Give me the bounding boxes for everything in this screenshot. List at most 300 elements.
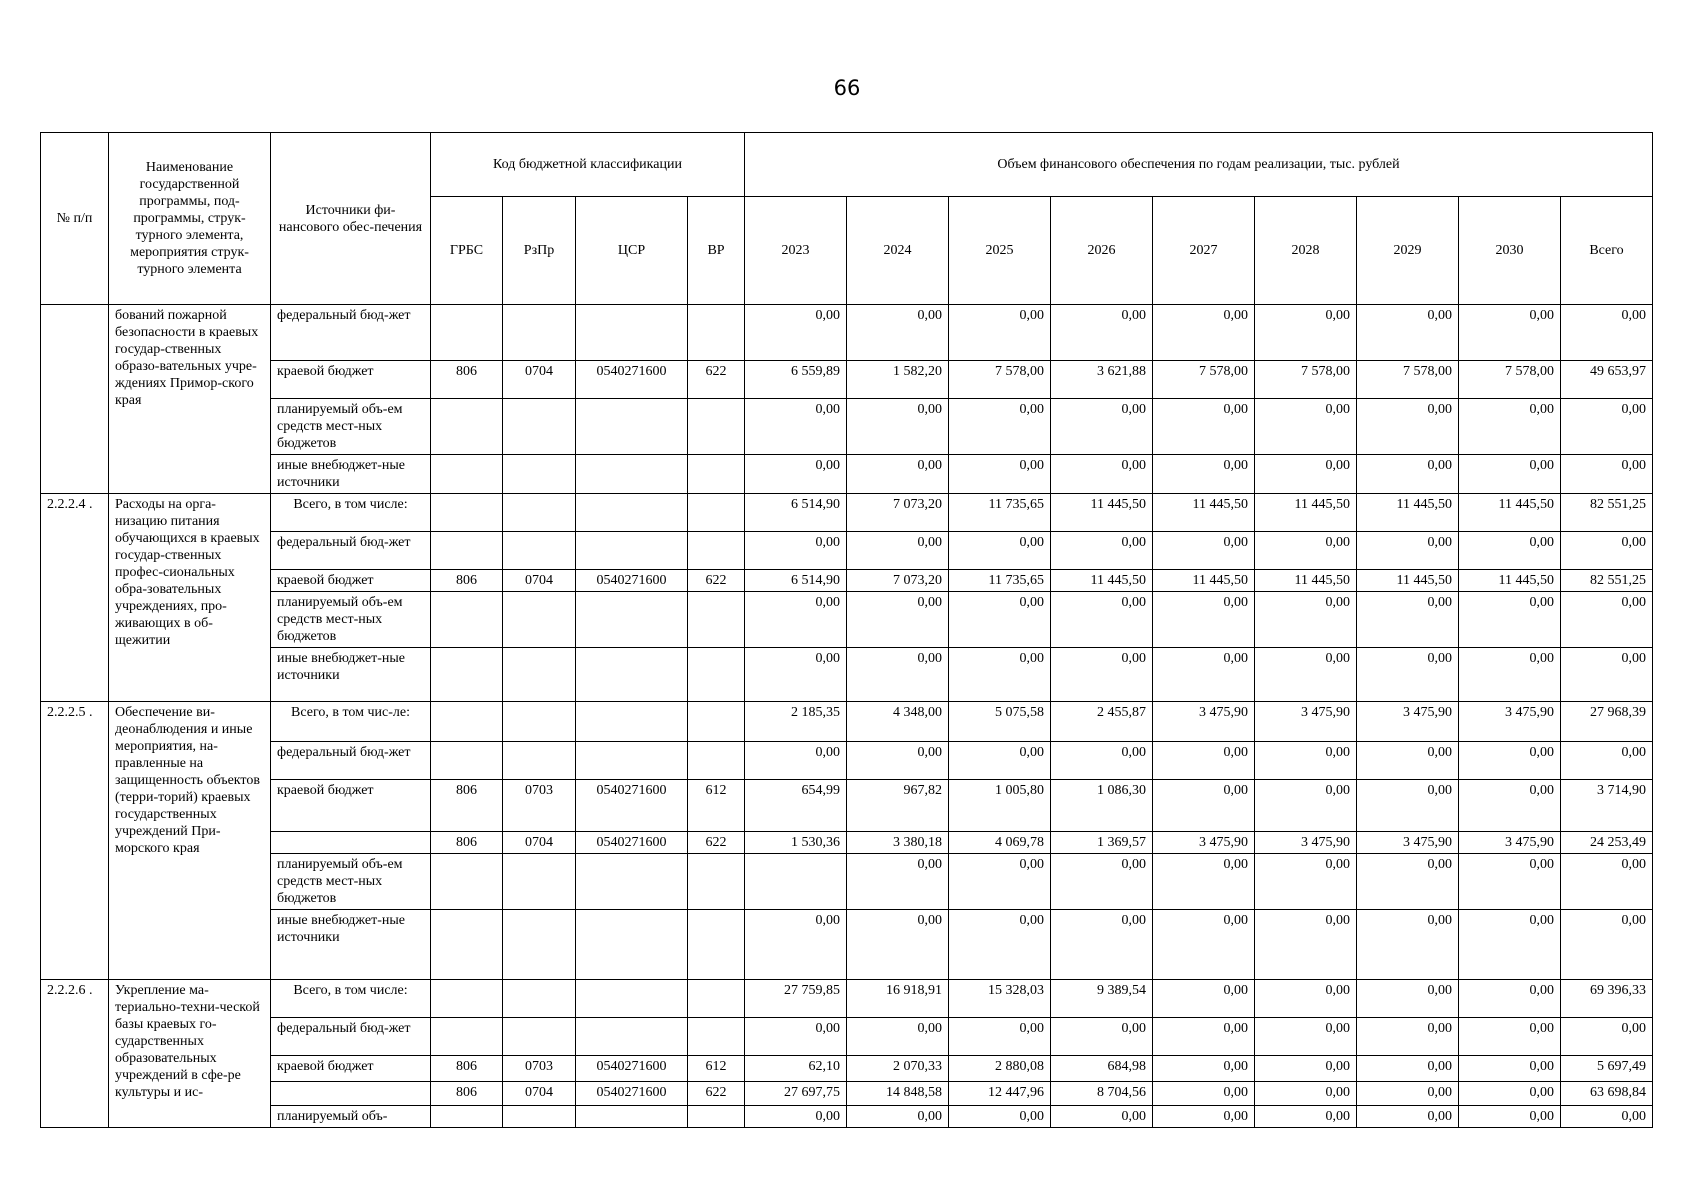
amount-year-2023: 0,00: [745, 910, 847, 980]
funding-source: [271, 1082, 431, 1106]
header-year-2025: 2025: [949, 197, 1051, 305]
amount-year-2027: 3 475,90: [1153, 702, 1255, 742]
amount-year-2030: 0,00: [1459, 1106, 1561, 1128]
rzpr-code: [503, 910, 576, 980]
amount-year-2030: 0,00: [1459, 455, 1561, 494]
amount-year-2027: 0,00: [1153, 910, 1255, 980]
funding-source: Всего, в том чис-ле:: [271, 702, 431, 742]
amount-year-2025: 4 069,78: [949, 832, 1051, 854]
amount-year-2028: 0,00: [1255, 592, 1357, 648]
grbs-code: [431, 592, 503, 648]
item-number: 2.2.2.5 .: [41, 702, 109, 980]
amount-year-2025: 0,00: [949, 648, 1051, 702]
amount-total: 69 396,33: [1561, 980, 1653, 1018]
vr-code: [688, 980, 745, 1018]
amount-year-2029: 0,00: [1357, 980, 1459, 1018]
rzpr-code: [503, 702, 576, 742]
grbs-code: 806: [431, 1082, 503, 1106]
amount-year-2024: 7 073,20: [847, 570, 949, 592]
amount-year-2029: 0,00: [1357, 1018, 1459, 1056]
amount-year-2027: 11 445,50: [1153, 494, 1255, 532]
header-year-2028: 2028: [1255, 197, 1357, 305]
amount-total: 0,00: [1561, 854, 1653, 910]
rzpr-code: [503, 854, 576, 910]
rzpr-code: [503, 742, 576, 780]
amount-year-2029: 0,00: [1357, 1056, 1459, 1082]
amount-year-2023: 6 559,89: [745, 361, 847, 399]
amount-year-2030: 0,00: [1459, 1018, 1561, 1056]
grbs-code: [431, 305, 503, 361]
amount-year-2030: 7 578,00: [1459, 361, 1561, 399]
amount-year-2023: 27 697,75: [745, 1082, 847, 1106]
amount-total: 24 253,49: [1561, 832, 1653, 854]
amount-year-2029: 11 445,50: [1357, 494, 1459, 532]
table-row: [41, 305, 1653, 361]
grbs-code: [431, 494, 503, 532]
amount-year-2023: 27 759,85: [745, 980, 847, 1018]
grbs-code: [431, 1018, 503, 1056]
funding-source: Всего, в том числе:: [271, 980, 431, 1018]
amount-year-2030: 0,00: [1459, 742, 1561, 780]
vr-code: [688, 1106, 745, 1128]
amount-year-2026: 1 369,57: [1051, 832, 1153, 854]
amount-year-2026: 0,00: [1051, 910, 1153, 980]
item-number: 2.2.2.6 .: [41, 980, 109, 1128]
amount-year-2027: 0,00: [1153, 399, 1255, 455]
amount-year-2026: 0,00: [1051, 532, 1153, 570]
amount-year-2026: 0,00: [1051, 648, 1153, 702]
amount-year-2024: 0,00: [847, 455, 949, 494]
amount-year-2024: 0,00: [847, 854, 949, 910]
vr-code: 622: [688, 361, 745, 399]
amount-year-2025: 0,00: [949, 399, 1051, 455]
rzpr-code: [503, 592, 576, 648]
amount-year-2023: 2 185,35: [745, 702, 847, 742]
table-row: [41, 361, 1653, 399]
item-name: Укрепление ма-териально-техни-ческой базы краевых го-сударственных образовательных учреждений в сфе-ре культуры и ис-: [109, 980, 271, 1128]
amount-year-2029: 0,00: [1357, 742, 1459, 780]
amount-total: 0,00: [1561, 399, 1653, 455]
amount-year-2029: 0,00: [1357, 532, 1459, 570]
rzpr-code: [503, 1018, 576, 1056]
amount-year-2026: 11 445,50: [1051, 494, 1153, 532]
amount-year-2025: 12 447,96: [949, 1082, 1051, 1106]
grbs-code: [431, 854, 503, 910]
vr-code: [688, 910, 745, 980]
amount-year-2026: 0,00: [1051, 1106, 1153, 1128]
amount-year-2029: 0,00: [1357, 854, 1459, 910]
amount-year-2026: 0,00: [1051, 854, 1153, 910]
amount-year-2027: 0,00: [1153, 1106, 1255, 1128]
grbs-code: [431, 399, 503, 455]
amount-year-2024: 4 348,00: [847, 702, 949, 742]
amount-year-2028: 0,00: [1255, 305, 1357, 361]
amount-year-2025: 0,00: [949, 532, 1051, 570]
amount-year-2024: 16 918,91: [847, 980, 949, 1018]
funding-source: планируемый объ-ем средств мест-ных бюджетов: [271, 854, 431, 910]
table-row: [41, 494, 1653, 532]
amount-year-2025: 15 328,03: [949, 980, 1051, 1018]
amount-total: 0,00: [1561, 1018, 1653, 1056]
amount-year-2026: 9 389,54: [1051, 980, 1153, 1018]
item-name: Обеспечение ви-деонаблюдения и иные мероприятия, на-правленные на защищенность объектов (терри-торий) краевых государственных учреждений При-морского края: [109, 702, 271, 980]
table-row: [41, 1082, 1653, 1106]
amount-year-2030: 0,00: [1459, 532, 1561, 570]
header-year-2026: 2026: [1051, 197, 1153, 305]
amount-year-2029: 0,00: [1357, 780, 1459, 832]
csr-code: [576, 648, 688, 702]
grbs-code: 806: [431, 832, 503, 854]
grbs-code: [431, 532, 503, 570]
table-row: [41, 980, 1653, 1018]
vr-code: [688, 399, 745, 455]
funding-source: иные внебюджет-ные источники: [271, 910, 431, 980]
amount-total: 82 551,25: [1561, 494, 1653, 532]
amount-year-2029: 3 475,90: [1357, 832, 1459, 854]
amount-year-2023: 0,00: [745, 648, 847, 702]
funding-source: краевой бюджет: [271, 570, 431, 592]
funding-source: федеральный бюд-жет: [271, 305, 431, 361]
amount-year-2027: 0,00: [1153, 1018, 1255, 1056]
funding-source: федеральный бюд-жет: [271, 1018, 431, 1056]
amount-year-2025: 11 735,65: [949, 570, 1051, 592]
amount-year-2029: 0,00: [1357, 648, 1459, 702]
amount-year-2028: 0,00: [1255, 1018, 1357, 1056]
amount-year-2027: 0,00: [1153, 1082, 1255, 1106]
csr-code: [576, 854, 688, 910]
header-year-2027: 2027: [1153, 197, 1255, 305]
amount-year-2026: 8 704,56: [1051, 1082, 1153, 1106]
funding-source: краевой бюджет: [271, 780, 431, 832]
amount-year-2030: 11 445,50: [1459, 494, 1561, 532]
amount-year-2025: 0,00: [949, 455, 1051, 494]
amount-year-2024: 0,00: [847, 742, 949, 780]
vr-code: 612: [688, 1056, 745, 1082]
rzpr-code: [503, 399, 576, 455]
csr-code: [576, 494, 688, 532]
amount-total: 0,00: [1561, 1106, 1653, 1128]
csr-code: [576, 1018, 688, 1056]
amount-year-2023: 0,00: [745, 1018, 847, 1056]
grbs-code: [431, 702, 503, 742]
table-body: [41, 305, 1653, 1128]
amount-year-2029: 0,00: [1357, 455, 1459, 494]
amount-year-2026: 0,00: [1051, 399, 1153, 455]
amount-year-2030: 0,00: [1459, 980, 1561, 1018]
amount-year-2030: 0,00: [1459, 592, 1561, 648]
csr-code: [576, 592, 688, 648]
header-year-2029: 2029: [1357, 197, 1459, 305]
amount-year-2026: 0,00: [1051, 455, 1153, 494]
header-grbs: ГРБС: [431, 197, 503, 305]
amount-year-2029: 0,00: [1357, 305, 1459, 361]
vr-code: [688, 494, 745, 532]
vr-code: [688, 532, 745, 570]
amount-year-2030: 11 445,50: [1459, 570, 1561, 592]
rzpr-code: 0704: [503, 361, 576, 399]
item-name: Расходы на орга-низацию питания обучающихся в краевых государ-ственных профес-сиональных обра-зовательных учреждениях, про-живающих в об-щежитии: [109, 494, 271, 702]
amount-total: 5 697,49: [1561, 1056, 1653, 1082]
amount-year-2028: 11 445,50: [1255, 494, 1357, 532]
amount-year-2023: [745, 854, 847, 910]
header-year-2023: 2023: [745, 197, 847, 305]
grbs-code: [431, 980, 503, 1018]
amount-year-2026: 2 455,87: [1051, 702, 1153, 742]
amount-year-2025: 2 880,08: [949, 1056, 1051, 1082]
amount-year-2024: 0,00: [847, 1018, 949, 1056]
amount-total: 63 698,84: [1561, 1082, 1653, 1106]
amount-year-2023: 654,99: [745, 780, 847, 832]
funding-source: планируемый объ-: [271, 1106, 431, 1128]
amount-year-2028: 0,00: [1255, 742, 1357, 780]
amount-year-2027: 0,00: [1153, 780, 1255, 832]
amount-total: 0,00: [1561, 592, 1653, 648]
amount-year-2027: 3 475,90: [1153, 832, 1255, 854]
csr-code: [576, 742, 688, 780]
header-num: № п/п: [41, 133, 109, 305]
amount-year-2025: 7 578,00: [949, 361, 1051, 399]
vr-code: [688, 455, 745, 494]
amount-year-2026: 1 086,30: [1051, 780, 1153, 832]
table-row: [41, 648, 1653, 702]
grbs-code: [431, 648, 503, 702]
amount-year-2028: 0,00: [1255, 1056, 1357, 1082]
amount-total: 0,00: [1561, 648, 1653, 702]
amount-year-2028: 0,00: [1255, 1106, 1357, 1128]
amount-year-2025: 11 735,65: [949, 494, 1051, 532]
rzpr-code: [503, 532, 576, 570]
table-row: [41, 592, 1653, 648]
grbs-code: 806: [431, 1056, 503, 1082]
rzpr-code: [503, 1106, 576, 1128]
table-row: [41, 910, 1653, 980]
table-row: [41, 702, 1653, 742]
amount-year-2023: 0,00: [745, 455, 847, 494]
amount-year-2024: 1 582,20: [847, 361, 949, 399]
item-number: 2.2.2.4 .: [41, 494, 109, 702]
vr-code: [688, 648, 745, 702]
header-vr: ВР: [688, 197, 745, 305]
header-total: Всего: [1561, 197, 1653, 305]
amount-total: 0,00: [1561, 305, 1653, 361]
csr-code: [576, 980, 688, 1018]
amount-year-2024: 3 380,18: [847, 832, 949, 854]
rzpr-code: [503, 455, 576, 494]
csr-code: [576, 702, 688, 742]
table-row: [41, 570, 1653, 592]
rzpr-code: [503, 494, 576, 532]
amount-year-2024: 0,00: [847, 592, 949, 648]
vr-code: [688, 854, 745, 910]
table-row: [41, 832, 1653, 854]
grbs-code: 806: [431, 570, 503, 592]
vr-code: 622: [688, 570, 745, 592]
amount-year-2030: 0,00: [1459, 1082, 1561, 1106]
amount-year-2025: 1 005,80: [949, 780, 1051, 832]
header-year-2030: 2030: [1459, 197, 1561, 305]
grbs-code: [431, 1106, 503, 1128]
amount-year-2024: 7 073,20: [847, 494, 949, 532]
amount-year-2028: 0,00: [1255, 780, 1357, 832]
table-header: [41, 133, 1653, 305]
vr-code: 622: [688, 1082, 745, 1106]
amount-year-2028: 3 475,90: [1255, 702, 1357, 742]
table-row: [41, 1056, 1653, 1082]
csr-code: 0540271600: [576, 780, 688, 832]
grbs-code: 806: [431, 361, 503, 399]
amount-year-2025: 0,00: [949, 1018, 1051, 1056]
csr-code: 0540271600: [576, 832, 688, 854]
amount-year-2027: 0,00: [1153, 742, 1255, 780]
funding-source: краевой бюджет: [271, 1056, 431, 1082]
amount-year-2028: 0,00: [1255, 399, 1357, 455]
amount-year-2025: 0,00: [949, 854, 1051, 910]
csr-code: 0540271600: [576, 1082, 688, 1106]
amount-year-2027: 0,00: [1153, 532, 1255, 570]
amount-year-2028: 0,00: [1255, 980, 1357, 1018]
amount-year-2026: 0,00: [1051, 742, 1153, 780]
amount-year-2028: 3 475,90: [1255, 832, 1357, 854]
page-number: 66: [833, 76, 861, 100]
amount-year-2026: 3 621,88: [1051, 361, 1153, 399]
amount-year-2024: 0,00: [847, 305, 949, 361]
funding-source: Всего, в том числе:: [271, 494, 431, 532]
rzpr-code: 0704: [503, 1082, 576, 1106]
funding-source: иные внебюджет-ные источники: [271, 455, 431, 494]
amount-year-2023: 0,00: [745, 742, 847, 780]
amount-year-2023: 6 514,90: [745, 494, 847, 532]
header-source: Источники фи-нансового обес-печения: [271, 133, 431, 305]
amount-year-2026: 0,00: [1051, 305, 1153, 361]
amount-year-2028: 0,00: [1255, 648, 1357, 702]
header-csr: ЦСР: [576, 197, 688, 305]
amount-year-2025: 0,00: [949, 910, 1051, 980]
amount-year-2023: 0,00: [745, 399, 847, 455]
funding-source: иные внебюджет-ные источники: [271, 648, 431, 702]
item-name: бований пожарной безопасности в краевых государ-ственных образо-вательных учре-ждениях Примор-ского края: [109, 305, 271, 494]
rzpr-code: 0703: [503, 1056, 576, 1082]
amount-year-2024: 14 848,58: [847, 1082, 949, 1106]
rzpr-code: 0704: [503, 832, 576, 854]
amount-year-2024: 0,00: [847, 910, 949, 980]
amount-year-2023: 6 514,90: [745, 570, 847, 592]
csr-code: [576, 455, 688, 494]
amount-year-2028: 0,00: [1255, 854, 1357, 910]
amount-year-2024: 0,00: [847, 648, 949, 702]
amount-year-2027: 0,00: [1153, 592, 1255, 648]
amount-year-2027: 0,00: [1153, 455, 1255, 494]
table-row: [41, 1106, 1653, 1128]
amount-year-2026: 11 445,50: [1051, 570, 1153, 592]
csr-code: 0540271600: [576, 1056, 688, 1082]
budget-table: [40, 132, 1653, 1128]
grbs-code: 806: [431, 780, 503, 832]
grbs-code: [431, 455, 503, 494]
rzpr-code: 0704: [503, 570, 576, 592]
header-year-2024: 2024: [847, 197, 949, 305]
funding-source: планируемый объ-ем средств мест-ных бюджетов: [271, 399, 431, 455]
header-kbk-group: Код бюджетной классификации: [431, 133, 745, 197]
amount-year-2025: 0,00: [949, 305, 1051, 361]
grbs-code: [431, 742, 503, 780]
grbs-code: [431, 910, 503, 980]
csr-code: [576, 910, 688, 980]
amount-year-2029: 0,00: [1357, 1106, 1459, 1128]
funding-source: [271, 832, 431, 854]
amount-year-2024: 967,82: [847, 780, 949, 832]
amount-year-2030: 0,00: [1459, 854, 1561, 910]
amount-year-2029: 3 475,90: [1357, 702, 1459, 742]
amount-year-2027: 0,00: [1153, 1056, 1255, 1082]
amount-year-2025: 5 075,58: [949, 702, 1051, 742]
table-row: [41, 854, 1653, 910]
amount-year-2027: 0,00: [1153, 854, 1255, 910]
vr-code: [688, 592, 745, 648]
amount-year-2023: 1 530,36: [745, 832, 847, 854]
amount-year-2030: 0,00: [1459, 1056, 1561, 1082]
header-volume-group: Объем финансового обеспечения по годам реализации, тыс. рублей: [745, 133, 1653, 197]
funding-source: планируемый объ-ем средств мест-ных бюджетов: [271, 592, 431, 648]
amount-year-2025: 0,00: [949, 1106, 1051, 1128]
amount-total: 0,00: [1561, 455, 1653, 494]
table-row: [41, 455, 1653, 494]
amount-year-2028: 0,00: [1255, 1082, 1357, 1106]
amount-year-2029: 11 445,50: [1357, 570, 1459, 592]
amount-year-2030: 0,00: [1459, 910, 1561, 980]
csr-code: [576, 305, 688, 361]
amount-year-2023: 0,00: [745, 532, 847, 570]
rzpr-code: [503, 980, 576, 1018]
amount-year-2027: 0,00: [1153, 980, 1255, 1018]
amount-year-2024: 0,00: [847, 532, 949, 570]
rzpr-code: [503, 305, 576, 361]
vr-code: [688, 702, 745, 742]
amount-year-2029: 0,00: [1357, 399, 1459, 455]
amount-year-2023: 0,00: [745, 305, 847, 361]
header-rzpr: РзПр: [503, 197, 576, 305]
amount-year-2028: 7 578,00: [1255, 361, 1357, 399]
amount-year-2029: 7 578,00: [1357, 361, 1459, 399]
amount-year-2029: 0,00: [1357, 1082, 1459, 1106]
funding-source: краевой бюджет: [271, 361, 431, 399]
csr-code: 0540271600: [576, 570, 688, 592]
amount-year-2024: 2 070,33: [847, 1056, 949, 1082]
amount-year-2030: 0,00: [1459, 399, 1561, 455]
csr-code: [576, 532, 688, 570]
amount-total: 49 653,97: [1561, 361, 1653, 399]
amount-total: 0,00: [1561, 532, 1653, 570]
csr-code: [576, 399, 688, 455]
amount-total: 3 714,90: [1561, 780, 1653, 832]
amount-year-2027: 11 445,50: [1153, 570, 1255, 592]
table-row: [41, 1018, 1653, 1056]
amount-year-2028: 0,00: [1255, 532, 1357, 570]
table-row: [41, 532, 1653, 570]
funding-source: федеральный бюд-жет: [271, 742, 431, 780]
amount-year-2030: 3 475,90: [1459, 702, 1561, 742]
amount-year-2028: 0,00: [1255, 455, 1357, 494]
amount-year-2026: 0,00: [1051, 1018, 1153, 1056]
amount-total: 82 551,25: [1561, 570, 1653, 592]
amount-year-2025: 0,00: [949, 742, 1051, 780]
csr-code: [576, 1106, 688, 1128]
amount-total: 27 968,39: [1561, 702, 1653, 742]
header-name: Наименование государственной программы, под-программы, струк-турного элемента, мероприятия струк-турного элемента: [109, 133, 271, 305]
amount-year-2030: 0,00: [1459, 648, 1561, 702]
item-number: [41, 305, 109, 494]
amount-year-2025: 0,00: [949, 592, 1051, 648]
amount-total: 0,00: [1561, 742, 1653, 780]
